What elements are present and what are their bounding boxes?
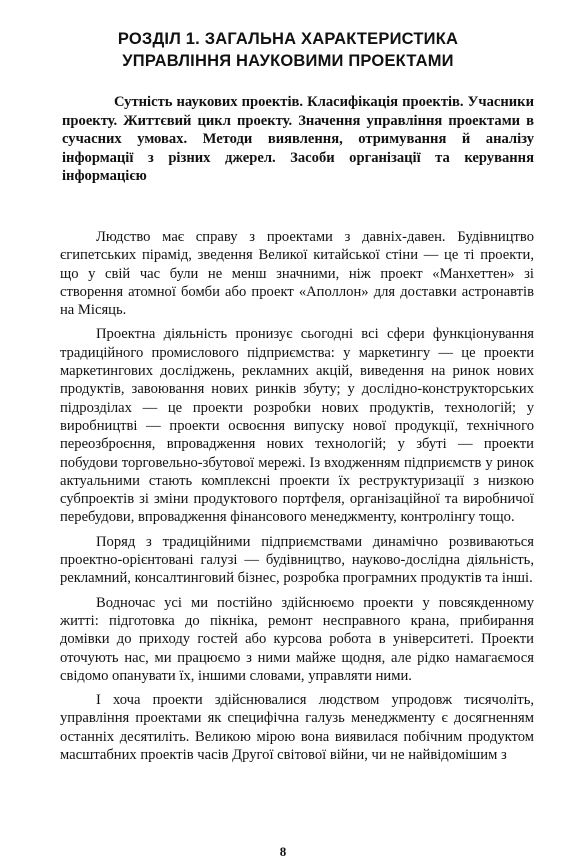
paragraph-1: Людство має справу з проектами з давніх-давен. Будівництво єгипетських пірамід, зведення Великої китайської стіни — це ті проекти, що у свій час були не менш значними, ніж проект «Манхеттен» зі створення атомної бомби або проект «Аполлон» для доставки астронавтів на Місяць.: [60, 229, 534, 319]
page-number: 8: [279, 844, 287, 859]
chapter-title-line-2: УПРАВЛІННЯ НАУКОВИМИ ПРОЕКТАМИ: [122, 52, 454, 70]
paragraph-2: Проектна діяльність пронизує сьогодні всі сфери функціонування традиційного промислового підприємства: у маркетингу — це проекти маркетингових досліджень, рекламних акцій, виведення на ринок нових продуктів, завоювання нових ринків збуту; у дослідно-конструкторських підрозділах — це проекти розробки нових продуктів, технологій; у виробництві — проекти освоєння випуску нової продукції, технічного переозброєння, впровадження нових технологій; у збуті — проекти побудови торговельно-збутової мережі. Із входженням підприємств у ринок актуальними стають комплексні проекти їх реструктуризації з низкою субпроектів зі зміни продуктового портфеля, організаційної та виробничої перебудови, впровадження фінансового менеджменту, контролінгу тощо.: [60, 326, 534, 526]
chapter-title: [40, 28, 536, 72]
paragraph-4: Водночас усі ми постійно здійснюємо проекти у повсякденному житті: підготовка до пікніка, ремонт несправного крана, прибирання домівки до приходу гостей або курсова робота в університеті. Проекти оточують нас, ми працюємо з ними майже щодня, але рідко намагаємося свідомо опанувати їх, іншими словами, управляти ними.: [60, 594, 534, 684]
body-text: [60, 228, 534, 770]
chapter-title-line-1: РОЗДІЛ 1. ЗАГАЛЬНА ХАРАКТЕРИСТИКА: [117, 30, 459, 48]
paragraph-5: І хоча проекти здійснювалися людством упродовж тисячоліть, управління проектами як специфічна галузь менеджменту є досягненням останніх десятиліть. Великою мірою вона виявилася побічним продуктом масштабних проектів часів Другої світової війни, чи не найвідомішим з: [60, 692, 534, 764]
section-summary: Сутність наукових проектів. Класифікація проектів. Учасники проекту. Життєвий цикл проекту. Значення управління проектами в сучасних умовах. Методи виявлення, отримування й аналізу інформації з різних джерел. Засоби організації та керування інформацією: [62, 94, 534, 185]
paragraph-3: Поряд з традиційними підприємствами динамічно розвиваються проектно-орієнтовані галузі — будівництво, науково-дослідна діяльність, рекламний, консалтинговий бізнес, розробка програмних продуктів та інші.: [60, 533, 534, 587]
